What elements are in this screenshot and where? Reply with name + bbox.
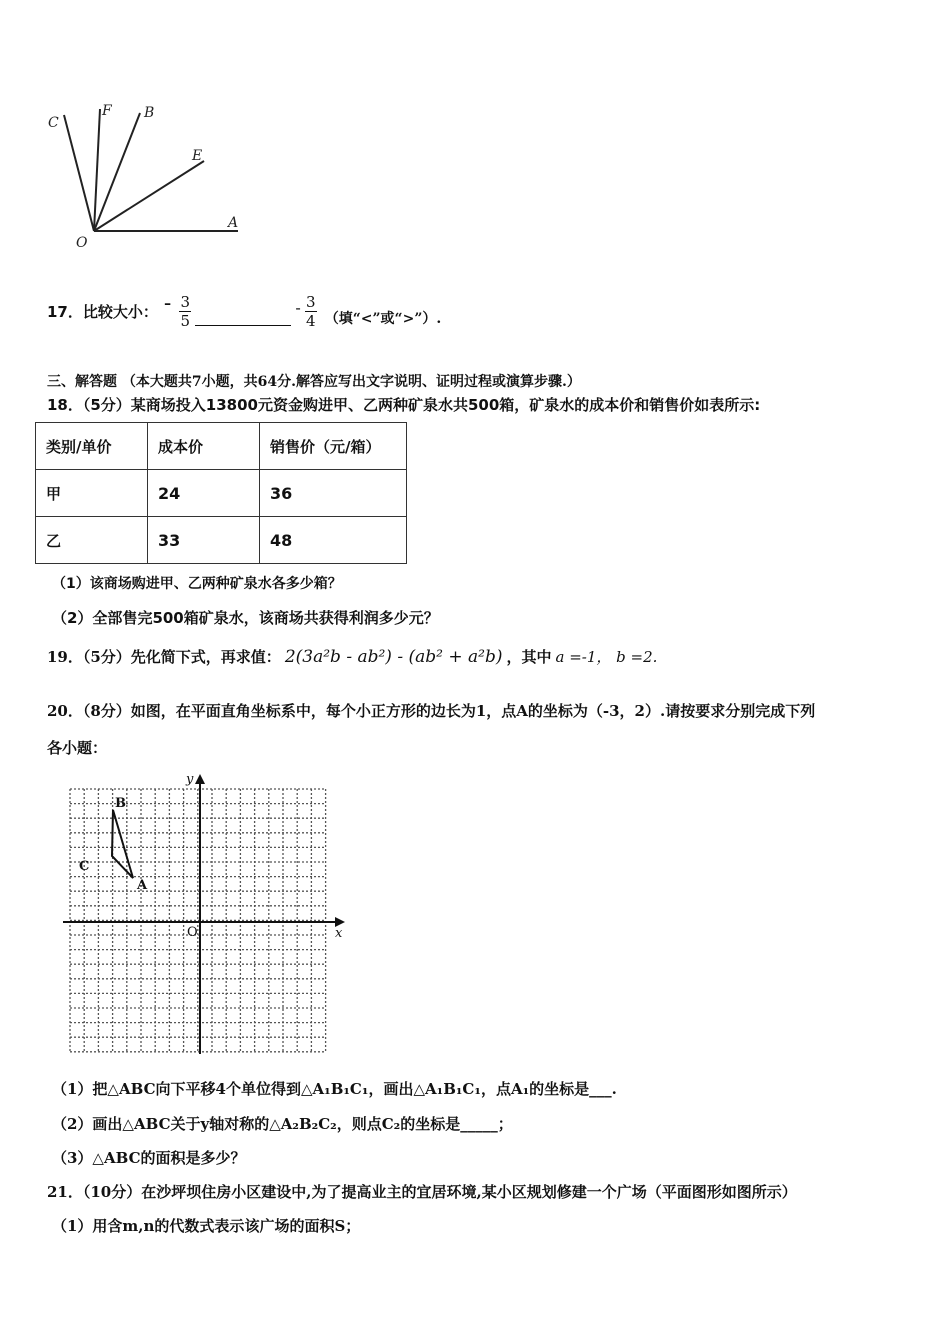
section-3-title: 三、解答题 （本大题共7小题，共64分.解答应写出文字说明、证明过程或演算步骤.） xyxy=(47,374,581,390)
q17-minus2: - xyxy=(295,297,301,317)
q20-line2: 各小题： xyxy=(47,739,108,757)
q20-sub2: （2）画出△ABC关于y轴对称的△A₂B₂C₂，则点C₂的坐标是_____； xyxy=(52,1115,513,1133)
frac2-den: 4 xyxy=(305,311,316,330)
q20-sub3: （3）△ABC的面积是多少？ xyxy=(52,1149,246,1167)
angle-figure xyxy=(40,95,260,255)
q21-sub1: （1）用含m,n的代数式表示该广场的面积S； xyxy=(52,1217,361,1235)
q18-sub1: （1）该商场购进甲、乙两种矿泉水各多少箱？ xyxy=(52,576,342,592)
table-cell: 乙 xyxy=(36,517,148,564)
table-header: 类别/单价 xyxy=(36,423,148,470)
table-row xyxy=(36,423,407,470)
label-e: E xyxy=(192,148,203,164)
label-b: B xyxy=(144,105,155,121)
question-18: 18．（5分）某商场投入13800元资金购进甲、乙两种矿泉水共500箱，矿泉水的成本价和销售价如表所示: xyxy=(47,396,761,414)
coordinate-grid xyxy=(55,770,355,1060)
q18-sub2: （2）全部售完500箱矿泉水，该商场共获得利润多少元？ xyxy=(52,609,439,627)
label-o: O xyxy=(76,235,88,251)
grid-label-y: y xyxy=(186,772,194,787)
table-cell: 48 xyxy=(260,517,407,564)
grid-label-x: x xyxy=(335,926,343,941)
q17-answer-blank[interactable] xyxy=(195,311,291,326)
q19-condition: a =-1， b =2. xyxy=(555,648,658,666)
triangle-abc xyxy=(112,810,133,878)
table-cell: 36 xyxy=(260,470,407,517)
question-21: 21．（10分）在沙坪坝住房小区建设中,为了提高业主的宜居环境,某小区规划修建一个广场（平面图形如图所示） xyxy=(47,1183,797,1201)
label-a: A xyxy=(228,215,239,231)
q20-line1: 20．（8分）如图，在平面直角坐标系中，每个小正方形的边长为1，点A的坐标为（-3，2）.请按要求分别完成下列 xyxy=(47,702,816,720)
table-cell: 甲 xyxy=(36,470,148,517)
q19-tail: ，其中 xyxy=(506,648,552,666)
frac1-den: 5 xyxy=(180,311,191,330)
table-cell: 33 xyxy=(148,517,260,564)
fraction-3-5 xyxy=(179,293,191,330)
q17-minus1: - xyxy=(163,290,172,316)
price-table xyxy=(35,422,407,564)
label-c: C xyxy=(48,115,59,131)
table-row xyxy=(36,517,407,564)
fraction-3-4 xyxy=(305,293,317,330)
grid-label-c: C xyxy=(79,859,90,874)
frac2-num: 3 xyxy=(305,292,316,311)
q19-text: 19．（5分）先化简下式，再求值： xyxy=(47,648,281,666)
question-19 xyxy=(47,646,657,667)
grid-label-a: A xyxy=(137,878,148,893)
grid-label-o: O xyxy=(187,925,198,940)
q19-expression: 2(3a²b - ab²) - (ab² + a²b) xyxy=(284,646,503,667)
q17-hint: （填“<”或“>”）. xyxy=(324,311,442,327)
grid-label-b: B xyxy=(115,796,126,811)
label-f: F xyxy=(102,103,112,119)
table-row xyxy=(36,470,407,517)
table-header: 成本价 xyxy=(148,423,260,470)
table-header: 销售价（元/箱） xyxy=(260,423,407,470)
question-17 xyxy=(47,288,441,334)
q17-text: 17．比较大小： xyxy=(47,302,158,321)
q20-sub1: （1）把△ABC向下平移4个单位得到△A₁B₁C₁，画出△A₁B₁C₁，点A₁的坐标是___. xyxy=(52,1080,617,1098)
table-cell: 24 xyxy=(148,470,260,517)
frac1-num: 3 xyxy=(180,292,191,311)
